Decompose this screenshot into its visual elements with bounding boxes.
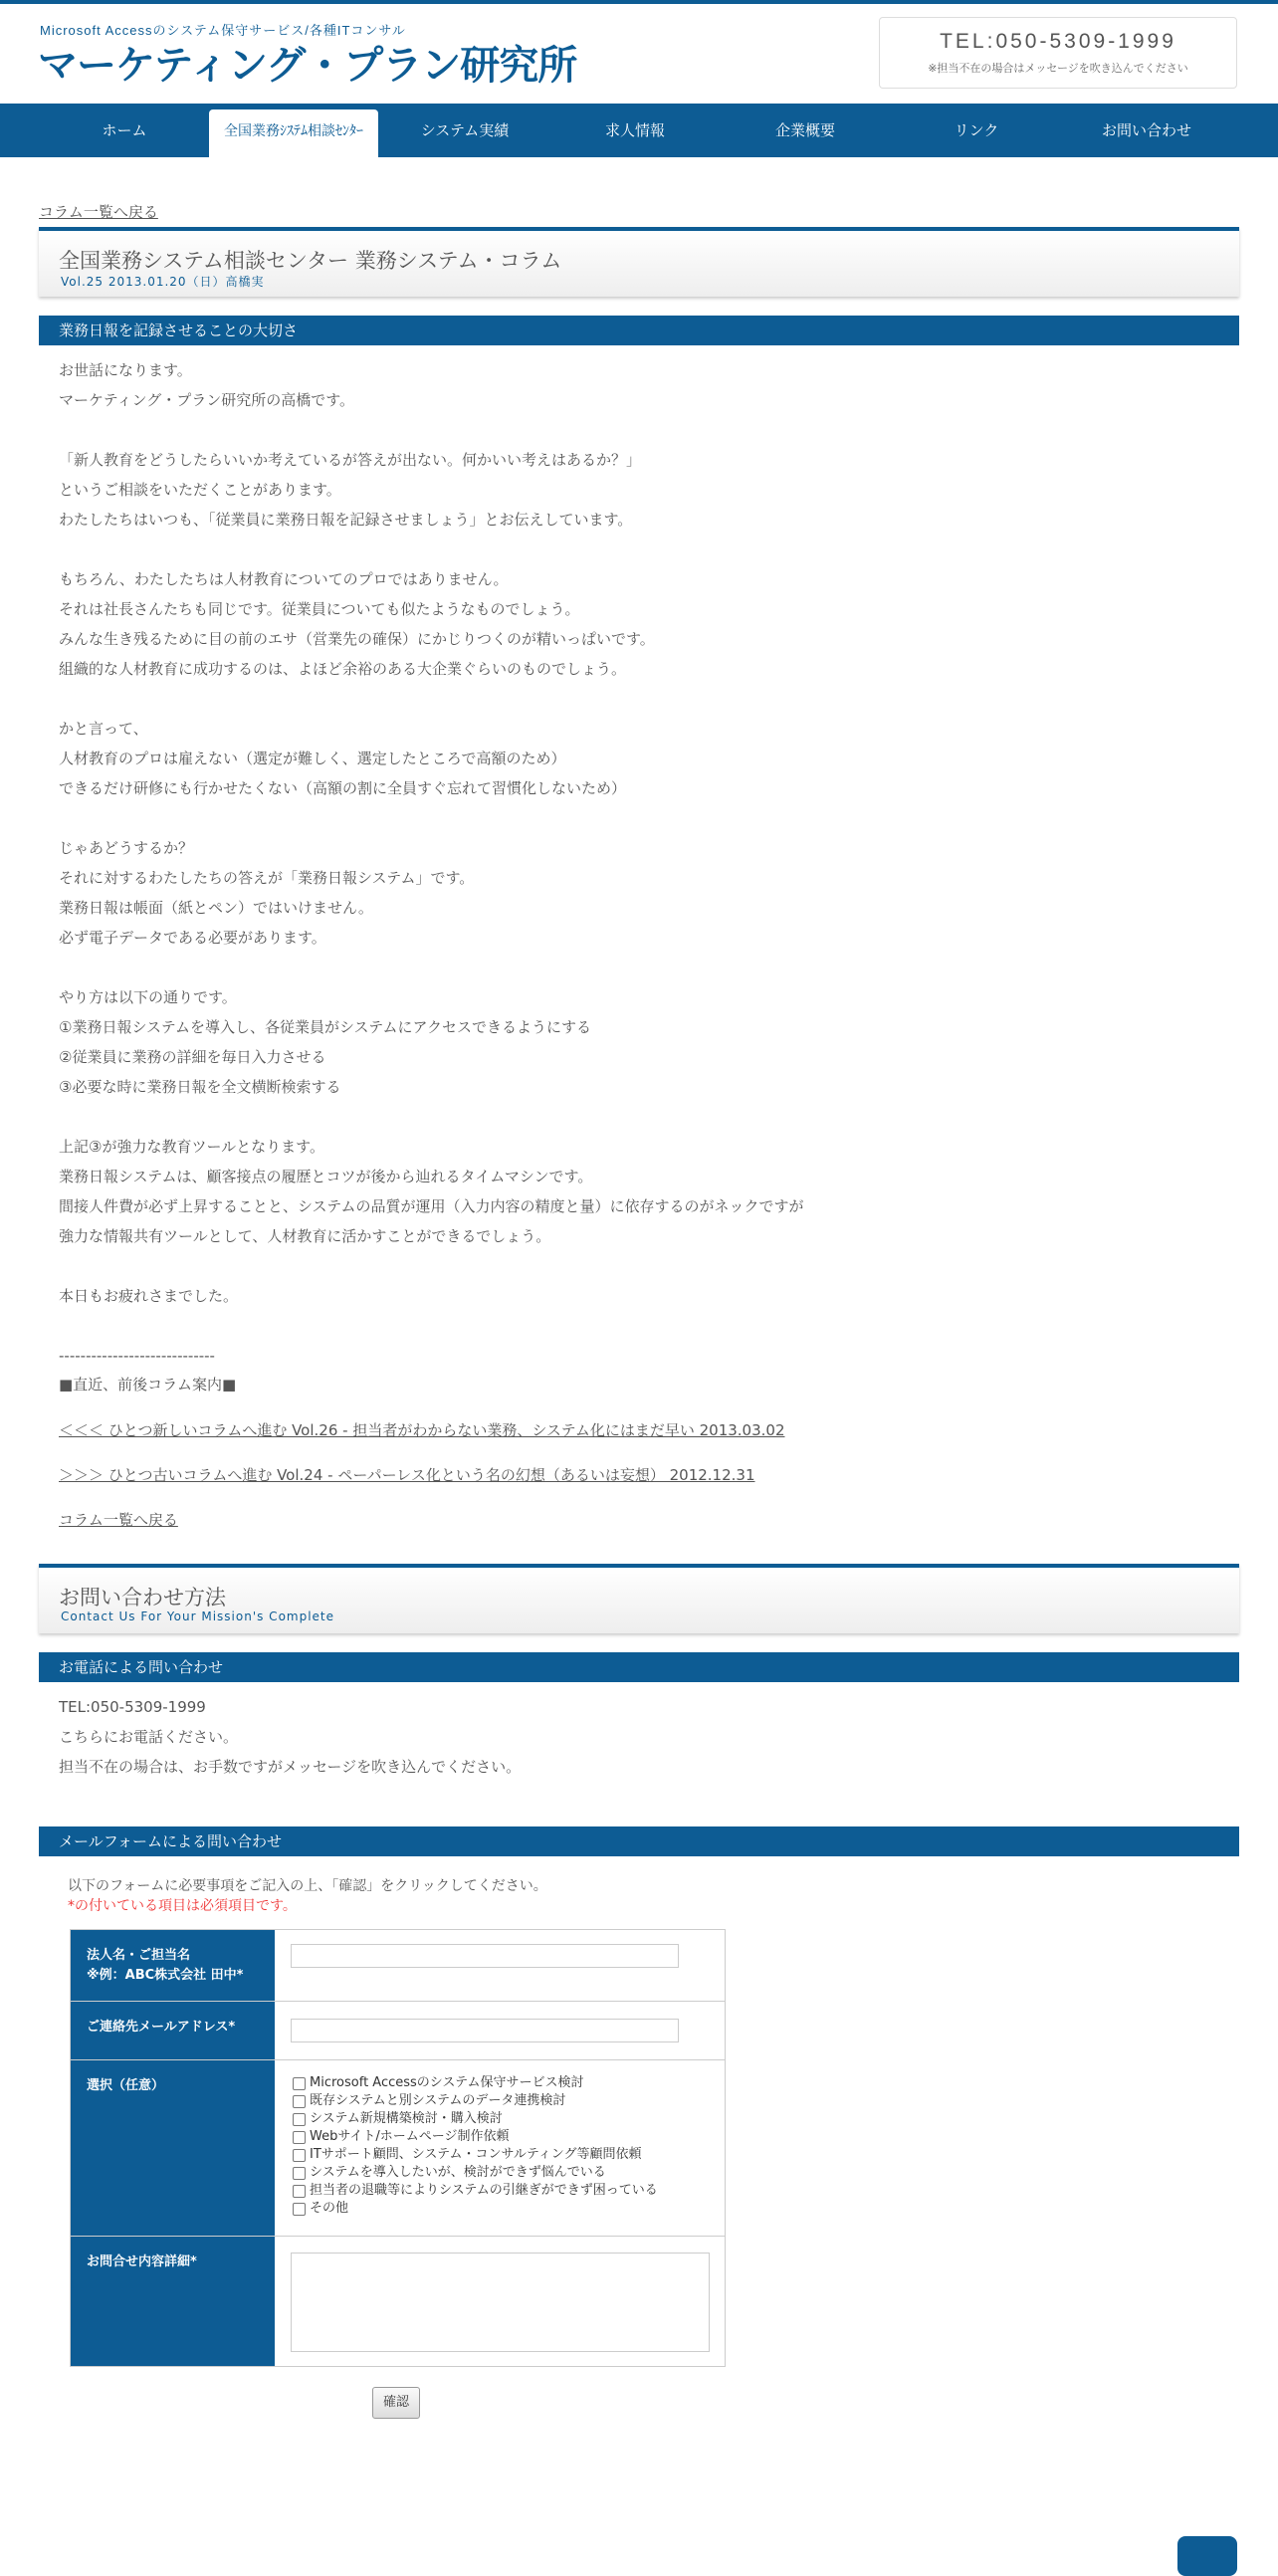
inquiry-option[interactable]	[293, 2110, 658, 2128]
detail-textarea[interactable]	[291, 2253, 710, 2352]
body-line: 間接人件費が必ず上昇することと、システムの品質が運用（入力内容の精度と量）に依存するのがネックですが	[59, 1197, 804, 1215]
inquiry-option-label: その他	[310, 2201, 349, 2216]
checkbox[interactable]	[293, 2095, 306, 2108]
detail-label: お問合せ内容詳細*	[71, 2237, 275, 2366]
column-heading: 業務日報を記録させることの大切さ	[39, 316, 1239, 345]
body-line: それは社長さんたちも同じです。従業員についても似たようなものでしょう。	[59, 600, 580, 618]
contact-title-box	[39, 1564, 1239, 1633]
top-accent-line	[0, 0, 1278, 4]
form-row-email	[71, 2002, 725, 2060]
inquiry-option-label: ITサポート顧問、システム・コンサルティング等顧問依頼	[310, 2147, 642, 2162]
nav-contact[interactable]: お問い合わせ	[1101, 121, 1191, 139]
column-title: 全国業務システム相談センター 業務システム・コラム	[59, 249, 562, 273]
phone-contact-heading: お電話による問い合わせ	[39, 1652, 1239, 1682]
site-logo[interactable]: マーケティング・プラン研究所	[38, 43, 577, 89]
body-line: 「新人教育をどうしたらいいか考えているが答えが出ない。何かいい考えはあるか？」	[59, 451, 642, 469]
phone-line: こちらにお電話ください。	[59, 1728, 239, 1746]
tel-note: ※担当不在の場合はメッセージを吹き込んでください	[928, 62, 1188, 75]
logo-tagline: Microsoft Accessのシステム保守サービス/各種ITコンサル	[40, 23, 406, 38]
checkbox[interactable]	[293, 2113, 306, 2126]
body-line: ②従業員に業務の詳細を毎日入力させる	[59, 1048, 326, 1066]
body-line: もちろん、わたしたちは人材教育についてのプロではありません。	[59, 570, 509, 588]
select-label: 選択（任意）	[71, 2060, 275, 2236]
phone-line: 担当不在の場合は、お手数ですがメッセージを吹き込んでください。	[59, 1758, 522, 1776]
main-nav	[0, 104, 1278, 157]
inquiry-option[interactable]	[293, 2074, 658, 2092]
body-line: 上記③が強力な教育ツールとなります。	[59, 1138, 324, 1156]
body-line: 人材教育のプロは雇えない（選定が難しく、選定したところで高額のため）	[59, 750, 566, 767]
body-line: じゃあどうするか？	[59, 839, 194, 857]
checkbox[interactable]	[293, 2185, 306, 2198]
body-blank-line	[59, 1311, 804, 1341]
column-body	[59, 355, 804, 1371]
body-line: ③必要な時に業務日報を全文横断検索する	[59, 1078, 341, 1096]
contact-form	[70, 1929, 726, 2367]
column-title-box	[39, 227, 1239, 297]
inquiry-option-label: 担当者の退職等によりシステムの引継ぎができず困っている	[310, 2183, 658, 2198]
contact-subtitle: Contact Us For Your Mission's Complete	[61, 1610, 335, 1623]
inquiry-option[interactable]	[293, 2146, 658, 2164]
nav-jobs[interactable]: 求人情報	[604, 121, 665, 139]
required-note: *の付いている項目は必須項目です。	[68, 1898, 297, 1914]
form-row-select	[71, 2060, 725, 2237]
body-blank-line	[59, 415, 804, 445]
phone-contact-text	[59, 1692, 521, 1782]
body-line: 本日もお疲れさまでした。	[59, 1287, 239, 1305]
body-line: お世話になります。	[59, 361, 192, 379]
inquiry-option[interactable]	[293, 2200, 658, 2218]
body-line: できるだけ研修にも行かせたくない（高額の割に全員すぐ忘れて習慣化しないため）	[59, 779, 627, 797]
name-label	[71, 1930, 275, 2001]
inquiry-option-label: Webサイト/ホームページ制作依頼	[310, 2129, 510, 2144]
email-label: ご連絡先メールアドレス*	[71, 2002, 275, 2059]
form-intro: 以下のフォームに必要事項をご記入の上、「確認」をクリックしてください。	[68, 1878, 547, 1894]
body-line: 業務日報は帳面（紙とペン）ではいけません。	[59, 899, 373, 917]
checkbox[interactable]	[293, 2077, 306, 2090]
name-input[interactable]	[291, 1944, 679, 1968]
checkbox[interactable]	[293, 2203, 306, 2216]
back-to-columns-link-top[interactable]: コラム一覧へ戻る	[39, 203, 158, 221]
back-to-columns-link[interactable]: コラム一覧へ戻る	[59, 1511, 178, 1529]
body-line: というご相談をいただくことがあります。	[59, 481, 341, 499]
body-line: かと言って、	[59, 720, 148, 738]
nav-system-results[interactable]: システム実績	[420, 121, 510, 139]
inquiry-option[interactable]	[293, 2092, 658, 2110]
body-line: 業務日報システムは、顧客接点の履歴とコツが後から辿れるタイムマシンです。	[59, 1168, 593, 1185]
inquiry-option[interactable]	[293, 2128, 658, 2146]
inquiry-option-label: Microsoft Accessのシステム保守サービス検討	[310, 2075, 584, 2090]
body-blank-line	[59, 535, 804, 564]
name-label-example: ※例：ABC株式会社 田中*	[87, 1968, 244, 1983]
body-line: マーケティング・プラン研究所の高橋です。	[59, 391, 355, 409]
inquiry-option-label: 既存システムと別システムのデータ連携検討	[310, 2093, 566, 2108]
body-line: やり方は以下の通りです。	[59, 988, 237, 1006]
body-line: わたしたちはいつも、「従業員に業務日報を記録させましょう」とお伝えしています。	[59, 511, 633, 529]
email-input[interactable]	[291, 2019, 679, 2042]
page-top-button[interactable]	[1177, 2536, 1237, 2576]
checkbox[interactable]	[293, 2131, 306, 2144]
tel-number: TEL:050-5309-1999	[940, 30, 1176, 53]
nav-links[interactable]: リンク	[954, 121, 999, 139]
nav-company[interactable]: 企業概要	[774, 121, 835, 139]
body-line: 必ず電子データである必要があります。	[59, 929, 326, 947]
tel-box	[879, 17, 1237, 89]
body-blank-line	[59, 953, 804, 982]
inquiry-option-label: システムを導入したいが、検討ができず悩んでいる	[310, 2165, 606, 2180]
body-blank-line	[59, 803, 804, 833]
column-meta: Vol.25 2013.01.20（日）高橋実	[61, 275, 265, 289]
phone-line: TEL:050-5309-1999	[59, 1698, 206, 1716]
form-row-name	[71, 1930, 725, 2002]
body-line: みんな生き残るために目の前のエサ（営業先の確保）にかじりつくのが精いっぱいです。	[59, 630, 655, 648]
form-row-detail	[71, 2237, 725, 2366]
body-line: 組織的な人材教育に成功するのは、よほど余裕のある大企業ぐらいのものでしょう。	[59, 660, 627, 678]
nav-home[interactable]: ホーム	[102, 121, 147, 139]
name-label-line: 法人名・ご担当名	[87, 1948, 191, 1963]
inquiry-option[interactable]	[293, 2182, 658, 2200]
older-column-link[interactable]: ＞＞＞ ひとつ古いコラムへ進む Vol.24 - ペーパーレス化という名の幻想（あるいは妄想） 2012.12.31	[59, 1466, 755, 1484]
checkbox[interactable]	[293, 2149, 306, 2162]
body-line: それに対するわたしたちの答えが「業務日報システム」です。	[59, 869, 475, 887]
body-line: -----------------------------	[59, 1347, 215, 1365]
confirm-button[interactable]: 確認	[372, 2387, 420, 2419]
body-blank-line	[59, 1102, 804, 1132]
recent-columns-heading: ■直近、前後コラム案内■	[59, 1376, 237, 1394]
body-blank-line	[59, 1251, 804, 1281]
inquiry-option-label: システム新規構築検討・購入検討	[310, 2111, 503, 2126]
contact-title: お問い合わせ方法	[59, 1586, 226, 1610]
body-line: ①業務日報システムを導入し、各従業員がシステムにアクセスできるようにする	[59, 1018, 592, 1036]
inquiry-option[interactable]	[293, 2164, 658, 2182]
newer-column-link[interactable]: ＜＜＜ ひとつ新しいコラムへ進む Vol.26 - 担当者がわからない業務、システム化にはまだ早い 2013.03.02	[59, 1421, 785, 1439]
body-line: 強力な情報共有ツールとして、人材教育に活かすことができるでしょう。	[59, 1227, 551, 1245]
inquiry-options	[293, 2074, 658, 2218]
nav-consultation-center[interactable]: 全国業務ｼｽﾃﾑ相談ｾﾝﾀｰ	[209, 109, 378, 157]
body-blank-line	[59, 684, 804, 714]
mail-form-heading: メールフォームによる問い合わせ	[39, 1826, 1239, 1856]
checkbox[interactable]	[293, 2167, 306, 2180]
